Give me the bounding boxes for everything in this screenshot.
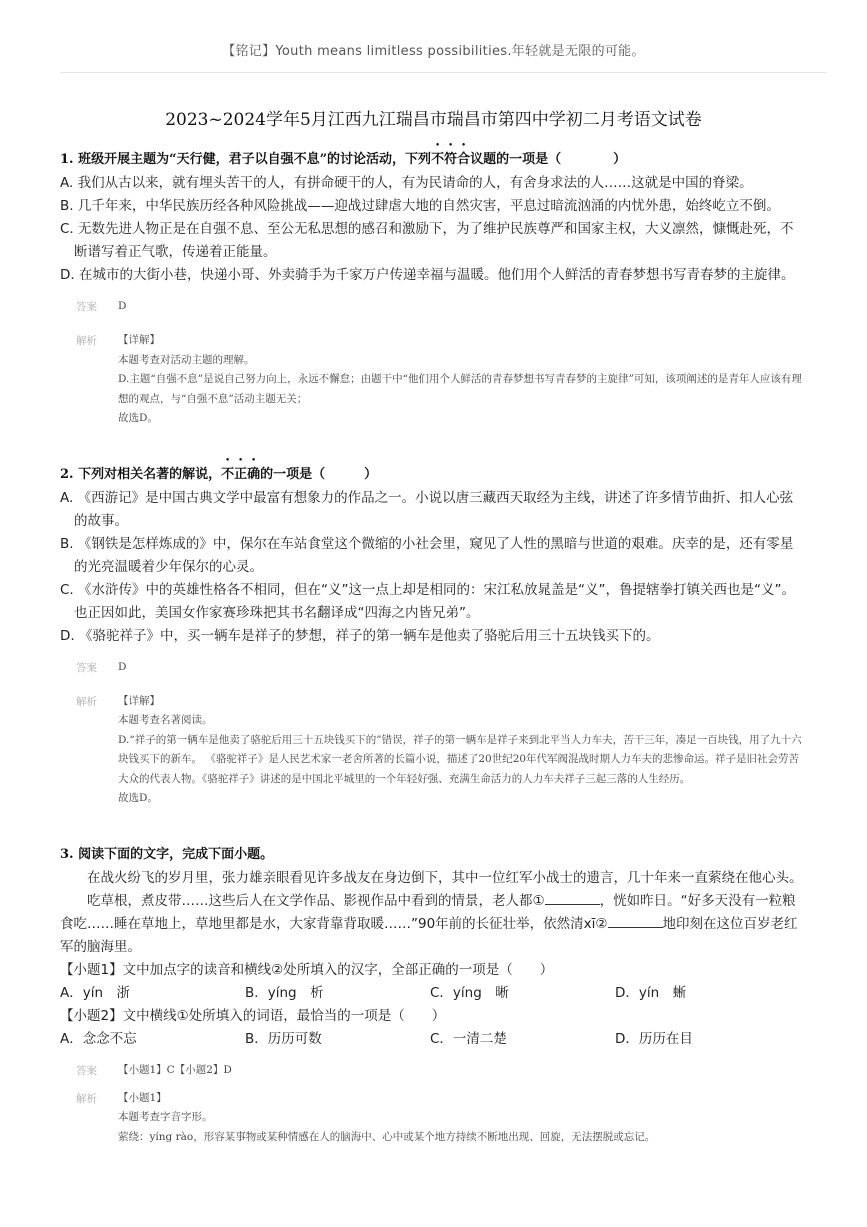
question-1-option-b[interactable]: B. 几千年来，中华民族历经各种风险挑战——迎战过肆虐大地的自然灾害，平息过暗流汹涌的内忧外患，始终屹立不倒。 bbox=[60, 198, 780, 214]
analysis-heading: 【详解】 bbox=[118, 694, 160, 707]
dotted-char: 正 bbox=[234, 466, 248, 482]
dotted-char: 不 bbox=[221, 466, 235, 482]
analysis-line: 本题考查字音字形。 bbox=[118, 1111, 213, 1123]
question-3-stem: 3. 阅读下面的文字，完成下面小题。 bbox=[60, 846, 274, 862]
subquestion-1-option-c[interactable]: C．yíng 晰 bbox=[430, 984, 509, 1001]
analysis-label: 解析 bbox=[76, 335, 97, 347]
subquestion-1-option-a[interactable]: A．yín 浙 bbox=[60, 984, 131, 1001]
answer-row bbox=[76, 1061, 805, 1081]
question-2-option-c[interactable]: C. 《水浒传》中的英雄性格各不相同，但在“义”这一点上却是相同的：宋江私放晁盖是“义”，鲁提辖拳打镇关西也是“义”。也正因如此，美国女作家赛珍珠把其书名翻译成“四海之内皆兄弟”。 bbox=[60, 581, 795, 621]
subquestion-2-stem: 【小题2】文中横线①处所填入的词语，最恰当的一项是（ ） bbox=[60, 1007, 446, 1024]
dotted-char: 不 bbox=[431, 152, 445, 167]
analysis-row bbox=[76, 692, 805, 809]
subquestion-1-stem: 【小题1】文中加点字的读音和横线②处所填入的汉字，全部正确的一项是（ ） bbox=[60, 961, 554, 978]
subquestion-1-option-d[interactable]: D．yín 蜥 bbox=[615, 984, 687, 1001]
analysis-line: 本题考查对活动主题的理解。 bbox=[118, 353, 255, 366]
answer-row bbox=[76, 297, 805, 317]
answer-label: 答案 bbox=[76, 301, 97, 313]
blank-2[interactable] bbox=[608, 913, 663, 928]
reading-paragraph-1: 在战火纷飞的岁月里，张力雄亲眼看见许多战友在身边倒下，其中一位红军小战士的遗言，几十年来一直萦绕在他心头。 bbox=[87, 869, 803, 886]
subquestion-2-options bbox=[60, 1028, 805, 1051]
blank-1[interactable] bbox=[545, 890, 600, 905]
analysis-heading: 【详解】 bbox=[118, 334, 160, 346]
dotted-char: 确 bbox=[247, 466, 261, 482]
analysis-label: 解析 bbox=[76, 1092, 97, 1105]
question-1-option-a[interactable]: A. 我们从古以来，就有埋头苦干的人，有拼命硬干的人，有为民请命的人，有舍身求法的人……这就是中国的脊梁。 bbox=[60, 175, 753, 191]
analysis-line: D.主题“自强不息”是说自己努力向上，永远不懈怠；由题干中“他们用个人鲜活的青春梦想书写青春梦的主旋律”可知，该项阐述的是青年人应该有理想的观点，与“自强不息”活动主题无关； bbox=[118, 373, 802, 405]
analysis-row bbox=[76, 331, 805, 429]
analysis-heading: 【小题1】 bbox=[118, 1091, 167, 1104]
header-divider bbox=[60, 72, 827, 73]
analysis-label: 解析 bbox=[76, 695, 97, 708]
subquestion-2-option-b[interactable]: B．历历可数 bbox=[245, 1030, 322, 1047]
question-1-option-c[interactable]: C. 无数先进人物正是在自强不息、至公无私思想的感召和激励下，为了维护民族尊严和国家主权，大义凛然，慷慨赴死，不断谱写着正气歌，传递着正能量。 bbox=[60, 221, 794, 260]
question-3-answer-block bbox=[76, 1061, 805, 1148]
question-1-option-d[interactable]: D. 在城市的大街小巷，快递小哥、外卖骑手为千家万户传递幸福与温暖。他们用个人鲜活的青春梦想书写青春梦的主旋律。 bbox=[60, 267, 795, 283]
question-2-answer-block bbox=[76, 658, 805, 809]
analysis-line: 故选D。 bbox=[118, 792, 158, 804]
subquestion-1-options bbox=[60, 982, 805, 1005]
answer-value: 【小题1】C【小题2】D bbox=[118, 1063, 232, 1076]
question-2-stem: 2. 下列对相关名著的解说，不正确的一项是（ ） bbox=[60, 466, 378, 482]
analysis-row bbox=[76, 1089, 805, 1148]
reading-paragraph-2: 吃草根，煮皮带……这些后人在文学作品、影视作品中看到的情景，老人都① ，恍如昨日。“好多天没有一粒粮食吃……睡在草地上，草地里都是水，大家背靠背取暖……”90年前的长征壮举，依然清xī② 地印刻在这位百岁老红军的脑海里。 bbox=[60, 890, 805, 959]
exam-content bbox=[60, 150, 805, 1147]
analysis-line: D.“祥子的第一辆车是他卖了骆驼后用三十五块钱买下的”错误，祥子的第一辆车是祥子来到北平当人力车夫，苦干三年，凑足一百块钱，用了九十六块钱买下的新车。 《骆驼祥子》是人民艺术家一老舍所著的长篇小说，描述了20世纪20年代军阀混战时期人力车夫的悲惨命运。祥子是旧社会劳苦大众的代表人物。《骆驼祥子》讲述的是中国北平城里的一个年轻好强、充满生命活力的人力车夫祥子三起三落的人生经历。 bbox=[118, 733, 802, 785]
exam-title: 2023~2024学年5月江西九江瑞昌市瑞昌市第四中学初二月考语文试卷 bbox=[165, 110, 702, 130]
page-header-motto: 【铭记】Youth means limitless possibilities.年轻就是无限的可能。 bbox=[222, 44, 645, 59]
analysis-line: 萦绕：yíng rào，形容某事物或某种情感在人的脑海中、心中或某个地方持续不断地出现、回旋，无法摆脱或忘记。 bbox=[118, 1130, 656, 1143]
answer-value: D bbox=[118, 660, 127, 673]
subquestion-2-option-a[interactable]: A．念念不忘 bbox=[60, 1030, 137, 1047]
question-2-option-a[interactable]: A. 《西游记》是中国古典文学中最富有想象力的作品之一。小说以唐三藏西天取经为主线，讲述了许多情节曲折、扣人心弦的故事。 bbox=[60, 489, 794, 529]
answer-row bbox=[76, 658, 805, 678]
analysis-line: 故选D。 bbox=[118, 412, 158, 424]
question-1-answer-block bbox=[76, 297, 805, 429]
question-1-stem: 1. 班级开展主题为“天行健，君子以自强不息”的讨论活动，下列不符合议题的一项是（ ） bbox=[60, 152, 627, 167]
subquestion-2-option-d[interactable]: D．历历在目 bbox=[615, 1030, 693, 1047]
subquestion-1-option-b[interactable]: B．yíng 析 bbox=[245, 984, 324, 1001]
dotted-char: 符 bbox=[444, 152, 458, 167]
answer-value: D bbox=[118, 300, 127, 312]
answer-label: 答案 bbox=[76, 1064, 97, 1077]
analysis-line: 本题考查名著阅读。 bbox=[118, 714, 213, 726]
question-2-option-b[interactable]: B. 《钢铁是怎样炼成的》中，保尔在车站食堂这个微缩的小社会里，窥见了人性的黑暗与世道的艰难。庆幸的是，还有零星的光亮温暖着少年保尔的心灵。 bbox=[60, 535, 794, 575]
question-2-option-d[interactable]: D. 《骆驼祥子》中，买一辆车是祥子的梦想，祥子的第一辆车是他卖了骆驼后用三十五块钱买下的。 bbox=[60, 627, 660, 644]
answer-label: 答案 bbox=[76, 661, 97, 674]
dotted-char: 合 bbox=[457, 152, 471, 167]
subquestion-2-option-c[interactable]: C．一清二楚 bbox=[430, 1030, 507, 1047]
